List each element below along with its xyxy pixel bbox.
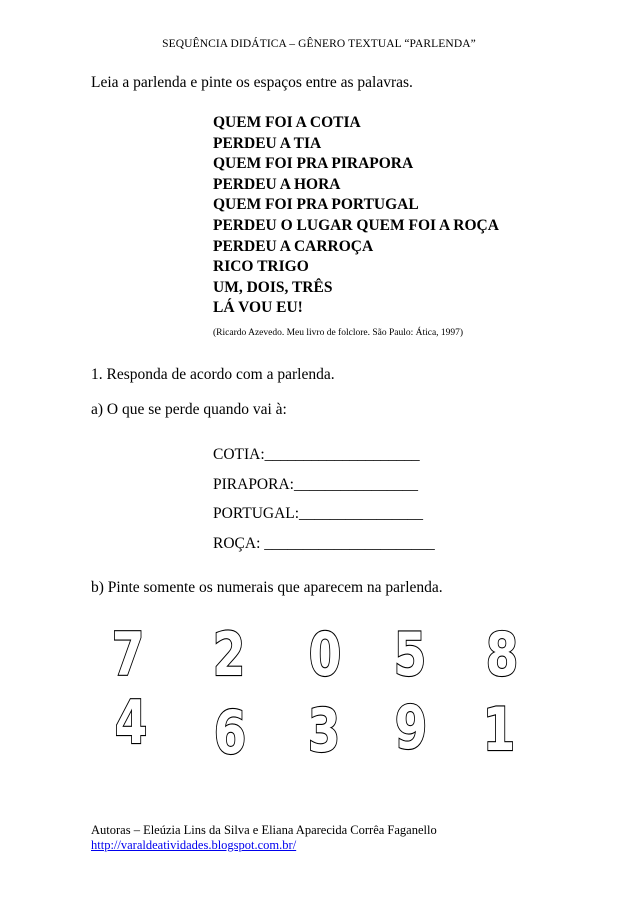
question-1b: b) Pinte somente os numerais que aparecem na parlenda. (91, 579, 443, 596)
reading-instruction: Leia a parlenda e pinte os espaços entre as palavras. (91, 74, 413, 91)
answer-blank-cotia[interactable]: COTIA:____________________ (213, 446, 420, 463)
poem-citation: (Ricardo Azevedo. Meu livro de folclore. São Paulo: Ática, 1997) (213, 328, 464, 338)
footer-authors: Autoras – Eleúzia Lins da Silva e Eliana Aparecida Corrêa Faganello (91, 823, 437, 837)
numerals-to-color (0, 600, 638, 770)
answer-blank-portugal[interactable]: PORTUGAL:________________ (213, 505, 424, 523)
numeral-outline[interactable]: 1 (482, 694, 516, 765)
footer-link[interactable]: http://varaldeatividades.blogspot.com.br/ (91, 838, 297, 852)
poem-line: PERDEU A CARROÇA (213, 237, 374, 255)
answer-blank-roca[interactable]: ROÇA: ______________________ (213, 535, 435, 553)
numeral-outline[interactable]: 0 (308, 619, 342, 690)
numeral-outline[interactable]: 8 (485, 619, 519, 690)
answer-blanks (213, 440, 435, 559)
poem-line: UM, DOIS, TRÊS (213, 278, 333, 296)
poem-line: LÁ VOU EU! (213, 299, 303, 317)
poem-line: QUEM FOI PRA PIRAPORA (213, 155, 414, 173)
question-1a: a) O que se perde quando vai à: (91, 401, 287, 418)
numeral-outline[interactable]: 5 (393, 619, 427, 690)
numeral-outline[interactable]: 6 (213, 697, 247, 768)
numeral-outline[interactable]: 2 (212, 619, 246, 690)
page-header: SEQUÊNCIA DIDÁTICA – GÊNERO TEXTUAL “PARLENDA” (162, 38, 476, 50)
numeral-outline[interactable]: 9 (394, 692, 428, 763)
numeral-outline[interactable]: 4 (114, 687, 148, 758)
numeral-outline[interactable]: 7 (111, 619, 145, 690)
parlenda-poem (213, 113, 499, 319)
poem-line: QUEM FOI A COTIA (213, 114, 361, 131)
poem-line: QUEM FOI PRA PORTUGAL (213, 196, 419, 214)
numeral-outline[interactable]: 3 (307, 695, 341, 766)
question-1: 1. Responda de acordo com a parlenda. (91, 366, 335, 383)
answer-blank-pirapora[interactable]: PIRAPORA:________________ (213, 475, 418, 493)
poem-line: RICO TRIGO (213, 258, 309, 276)
poem-line: PERDEU A TIA (213, 134, 322, 152)
poem-line: PERDEU A HORA (213, 175, 341, 193)
poem-line: PERDEU O LUGAR QUEM FOI A ROÇA (213, 216, 499, 234)
